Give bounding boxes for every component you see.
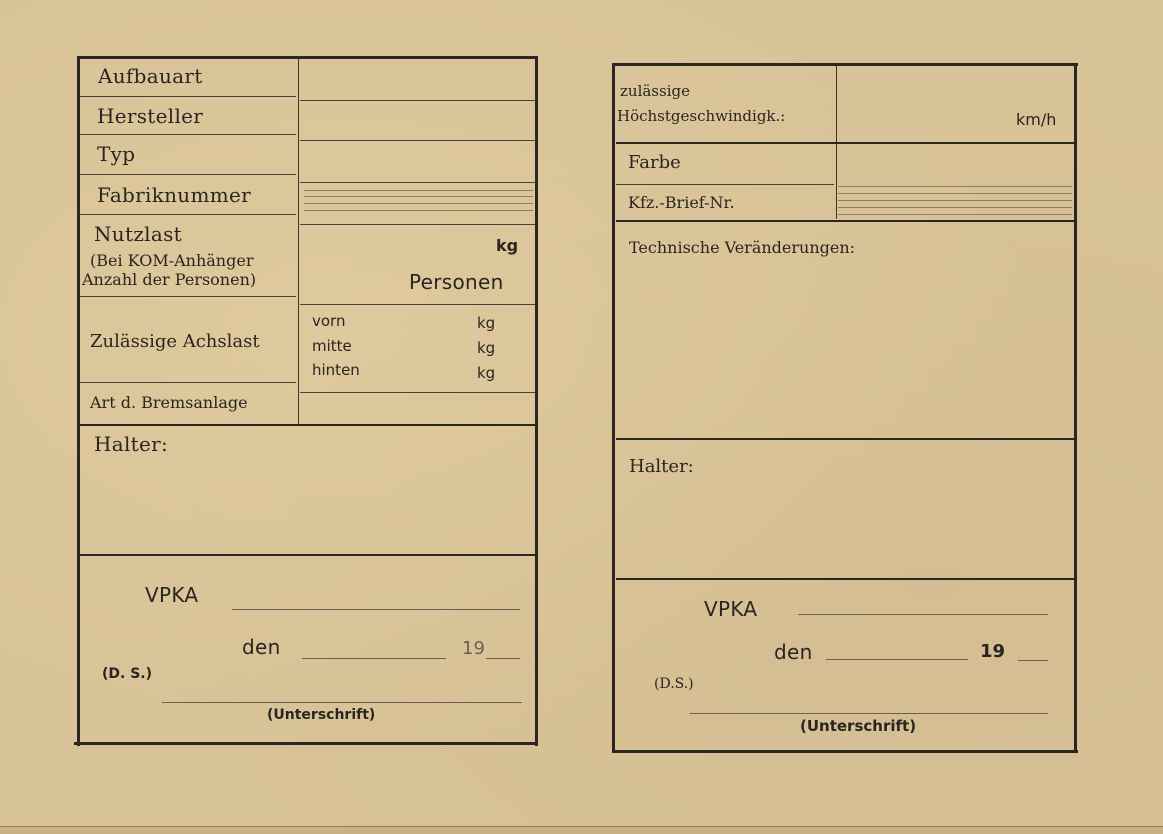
field-label-achslast: Zulässige Achslast <box>90 331 260 352</box>
section-divider <box>616 578 1074 580</box>
unit-kg: kg <box>496 236 519 255</box>
speed-label-line2: Höchstgeschwindigk.: <box>617 107 786 125</box>
unit-personen: Personen <box>409 270 504 294</box>
field-label-fabriknummer: Fabriknummer <box>97 183 252 207</box>
field-label-farbe: Farbe <box>628 152 681 173</box>
fill-line <box>838 193 1072 194</box>
footer-den: den <box>242 635 281 659</box>
axle-unit-hinten: kg <box>477 364 496 382</box>
section-divider <box>616 220 1074 222</box>
fill-line <box>838 186 1072 187</box>
field-note-anzahl-personen: Anzahl der Personen) <box>82 270 257 289</box>
field-label-halter-right: Halter: <box>629 456 694 477</box>
field-label-technische-veraenderungen: Technische Veränderungen: <box>629 238 856 257</box>
fill-line <box>838 200 1072 201</box>
field-label-bremsanlage: Art d. Bremsanlage <box>90 393 248 412</box>
right-border-bottom <box>612 750 1078 753</box>
vpka-line-right <box>798 614 1048 615</box>
axle-unit-vorn: kg <box>477 314 496 332</box>
section-divider <box>616 438 1074 440</box>
footer-ds: (D. S.) <box>102 666 153 682</box>
footer-vpka: VPKA <box>145 583 199 607</box>
speed-unit: km/h <box>1016 110 1057 129</box>
year-line-right <box>1018 660 1048 661</box>
footer-signature: (Unterschrift) <box>267 707 376 723</box>
field-label-nutzlast: Nutzlast <box>94 222 182 246</box>
axle-label-vorn: vorn <box>312 312 346 330</box>
field-label-typ: Typ <box>97 142 136 166</box>
right-border-right <box>1074 63 1077 753</box>
right-border-top <box>613 63 1078 66</box>
footer-signature-right: (Unterschrift) <box>800 717 917 735</box>
footer-ds-right: (D.S.) <box>654 676 694 692</box>
signature-line-right <box>690 713 1048 714</box>
footer-year-right: 19 <box>980 641 1006 662</box>
right-border-left <box>612 63 615 753</box>
footer-den-right: den <box>774 640 813 664</box>
field-note-kom-anhaenger: (Bei KOM-Anhänger <box>90 251 254 270</box>
field-label-aufbauart: Aufbauart <box>98 64 203 88</box>
field-label-hersteller: Hersteller <box>97 104 204 128</box>
footer-vpka-right: VPKA <box>704 597 758 621</box>
date-line-right <box>826 659 968 660</box>
speed-label-line1: zulässige <box>620 82 690 100</box>
field-label-brief-nr: Kfz.-Brief-Nr. <box>628 193 735 212</box>
section-divider <box>616 142 1074 144</box>
row-divider <box>616 184 834 185</box>
axle-label-mitte: mitte <box>312 337 352 355</box>
field-label-halter: Halter: <box>94 432 169 456</box>
fill-line <box>838 214 1072 215</box>
axle-label-hinten: hinten <box>312 361 360 379</box>
fill-line <box>838 207 1072 208</box>
axle-unit-mitte: kg <box>477 339 496 357</box>
footer-year: 19 <box>462 638 485 659</box>
